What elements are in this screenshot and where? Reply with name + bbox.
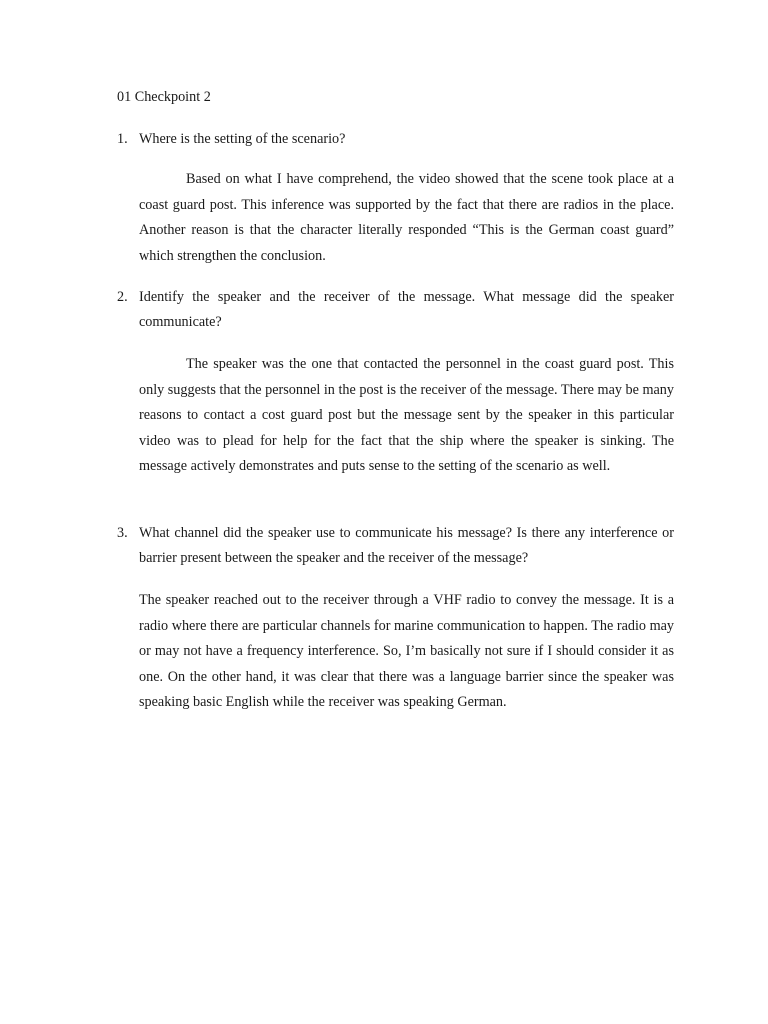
- question-text: Identify the speaker and the receiver of the message. What message did the speaker communicate?: [139, 289, 674, 330]
- question-1: [117, 127, 674, 152]
- answer-2: The speaker was the one that contacted the personnel in the coast guard post. This only suggests that the personnel in the post is the receiver of the message. There may be many reasons to contact a cost guard post but the message sent by the speaker in this particular video was to plead for help for the fact that the ship where the speaker is sinking. The message actively demonstrates and puts sense to the setting of the scenario as well.: [139, 356, 674, 474]
- answer-3: The speaker reached out to the receiver through a VHF radio to convey the message. It is a radio where there are particular channels for marine communication to happen. The radio may or may not have a frequency interference. So, I’m basically not sure if I should consider it as one. On the other hand, it was clear that there was a language barrier since the speaker was speaking basic English while the receiver was speaking German.: [139, 592, 674, 710]
- question-2: [117, 285, 674, 335]
- question-text: Where is the setting of the scenario?: [139, 131, 346, 147]
- question-number: 1.: [117, 131, 128, 147]
- document-title: 01 Checkpoint 2: [117, 89, 211, 105]
- question-number: 2.: [117, 289, 128, 305]
- question-3: [117, 521, 674, 571]
- question-number: 3.: [117, 525, 128, 541]
- question-text: What channel did the speaker use to communicate his message? Is there any interference or barrier present between the speaker and the receiver of the message?: [139, 525, 674, 566]
- answer-1: Based on what I have comprehend, the video showed that the scene took place at a coast guard post. This inference was supported by the fact that there are radios in the place. Another reason is that the character literally responded “This is the German coast guard” which strengthen the conclusion.: [139, 171, 674, 264]
